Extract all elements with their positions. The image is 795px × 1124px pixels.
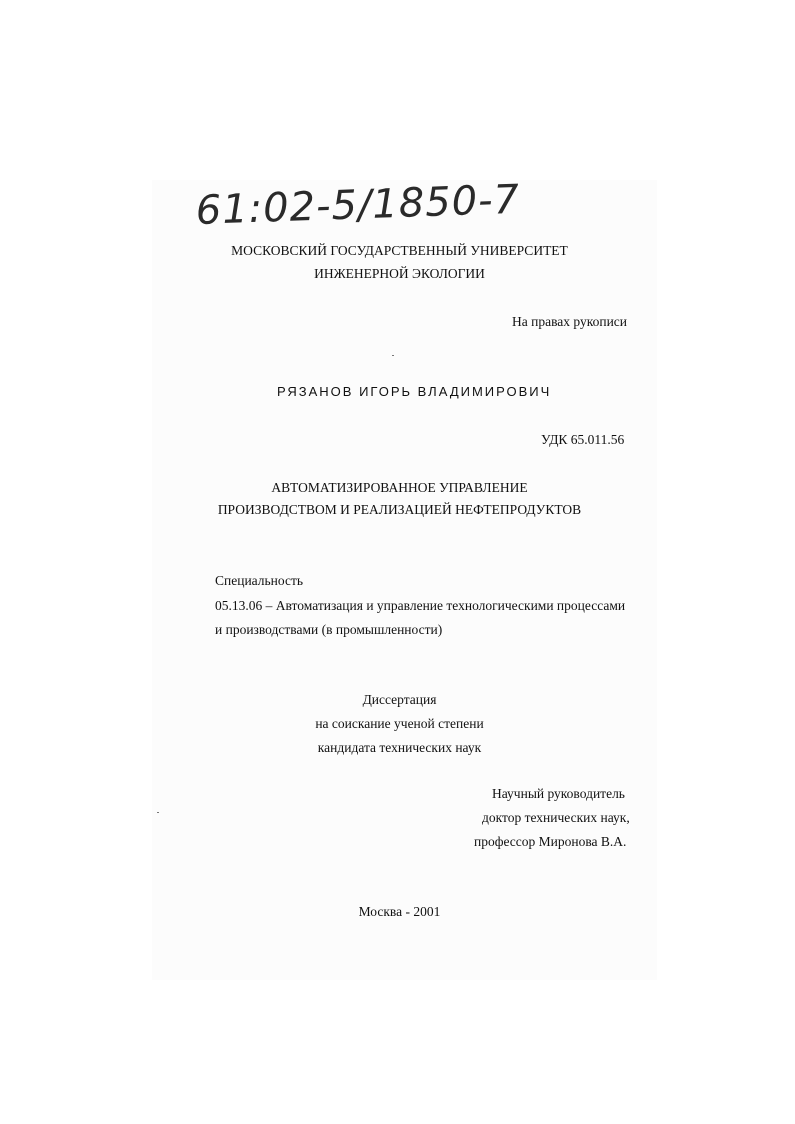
supervisor-line3: профессор Миронова В.А. xyxy=(474,834,627,849)
specialty-line1: 05.13.06 – Автоматизация и управление технологическими процессами xyxy=(215,598,626,613)
scan-speck xyxy=(157,812,159,813)
supervisor-line2: доктор технических наук, xyxy=(482,810,630,825)
university-name-line2: ИНЖЕНЕРНОЙ ЭКОЛОГИИ xyxy=(314,266,485,281)
dissertation-line1: Диссертация xyxy=(362,692,437,707)
rights-note: На правах рукописи xyxy=(512,314,628,329)
university-name-line1: МОСКОВСКИЙ ГОСУДАРСТВЕННЫЙ УНИВЕРСИТЕТ xyxy=(231,243,568,258)
author-name: РЯЗАНОВ ИГОРЬ ВЛАДИМИРОВИЧ xyxy=(277,384,552,399)
specialty-label: Специальность xyxy=(215,573,304,588)
supervisor-line1: Научный руководитель xyxy=(492,786,625,801)
title-line1: АВТОМАТИЗИРОВАННОЕ УПРАВЛЕНИЕ xyxy=(271,480,528,495)
dissertation-line2: на соискание ученой степени xyxy=(315,716,484,731)
archive-handwritten-mark: 61:02-5/1850-7 xyxy=(195,176,521,234)
dissertation-line3: кандидата технических наук xyxy=(317,740,482,755)
scan-speck xyxy=(392,355,394,356)
title-line2: ПРОИЗВОДСТВОМ И РЕАЛИЗАЦИЕЙ НЕФТЕПРОДУКТОВ xyxy=(217,502,582,517)
udc-code: УДК 65.011.56 xyxy=(541,432,625,447)
specialty-line2: и производствами (в промышленности) xyxy=(215,622,443,637)
city-year: Москва - 2001 xyxy=(358,904,441,919)
